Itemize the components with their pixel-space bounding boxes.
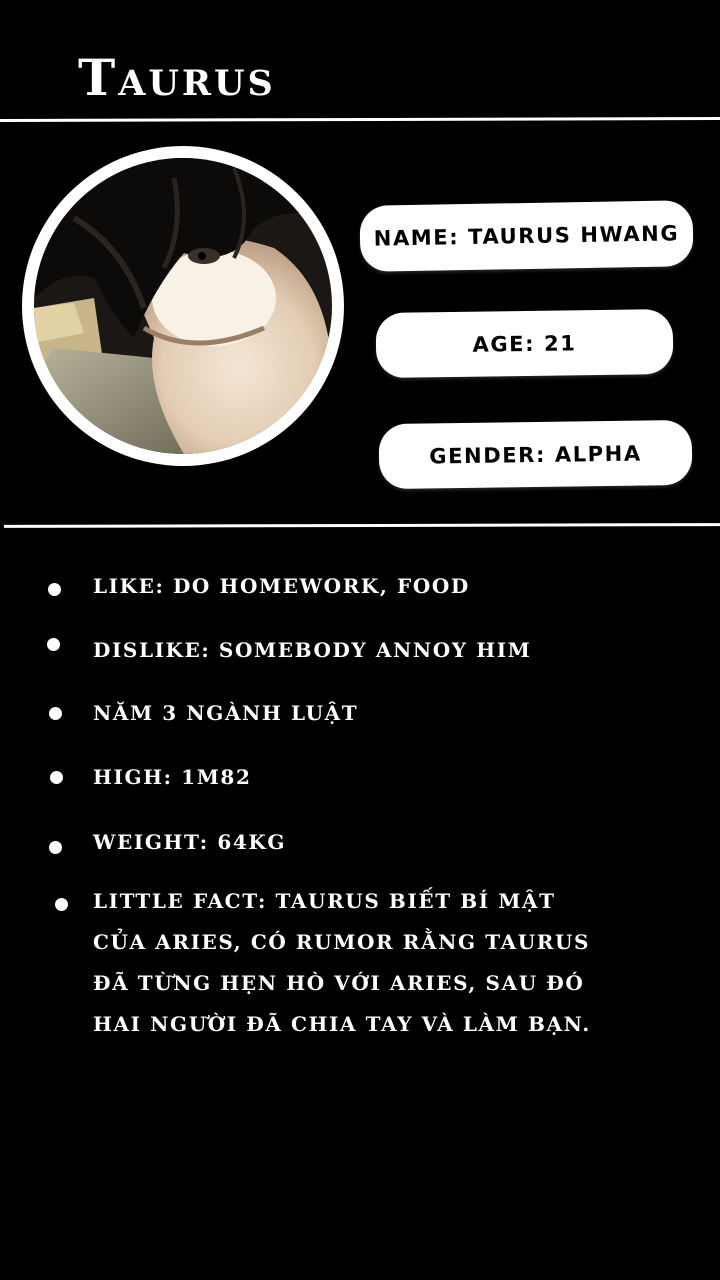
bullet-icon — [55, 898, 68, 911]
gender-pill: GENDER: ALPHA — [379, 420, 693, 489]
header-divider — [0, 117, 720, 122]
fact-little-fact: LITTLE FACT: TAURUS BIẾT BÍ MẬT CỦA ARIES, CÓ RUMOR RẰNG TAURUS ĐÃ TỪNG HẸN HÒ VỚI ARIES, SAU ĐÓ HAI NGƯỜI ĐÃ CHIA TAY VÀ LÀM BẠN. — [93, 889, 591, 1036]
bullet-icon — [49, 841, 62, 854]
fact-weight: WEIGHT: 64KG — [93, 830, 287, 854]
fact-like: LIKE: DO HOMEWORK, FOOD — [93, 574, 470, 598]
fact-dislike: DISLIKE: SOMEBODY ANNOY HIM — [93, 638, 532, 662]
section-divider — [4, 523, 720, 528]
bullet-icon — [49, 707, 62, 720]
bullet-icon — [50, 771, 63, 784]
age-pill: AGE: 21 — [376, 309, 674, 378]
bullet-icon — [48, 583, 61, 596]
avatar-frame — [22, 146, 344, 466]
fact-study: NĂM 3 NGÀNH LUẬT — [93, 701, 359, 725]
page-title: Taurus — [78, 48, 276, 107]
avatar — [34, 158, 332, 454]
bullet-icon — [47, 638, 60, 651]
name-pill: NAME: TAURUS HWANG — [359, 200, 693, 272]
profile-photo-icon — [34, 158, 332, 454]
fact-height: HIGH: 1M82 — [93, 765, 252, 789]
